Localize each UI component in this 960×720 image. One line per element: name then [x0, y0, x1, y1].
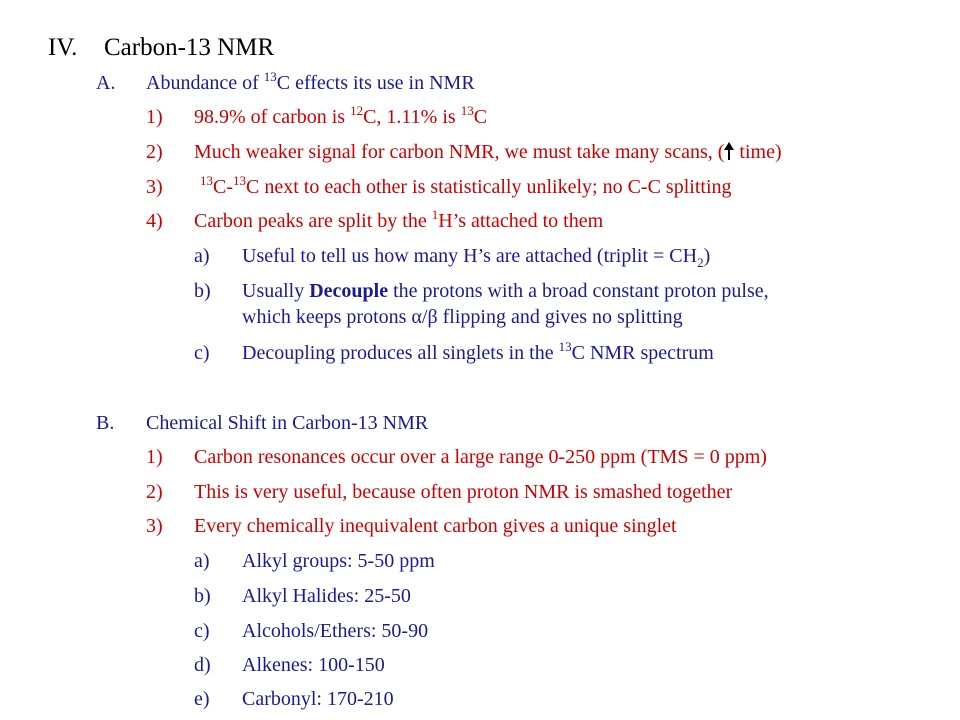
up-arrow-icon — [724, 142, 734, 160]
heading-number: IV. — [48, 34, 78, 61]
heading-text: Carbon-13 NMR — [104, 34, 275, 61]
